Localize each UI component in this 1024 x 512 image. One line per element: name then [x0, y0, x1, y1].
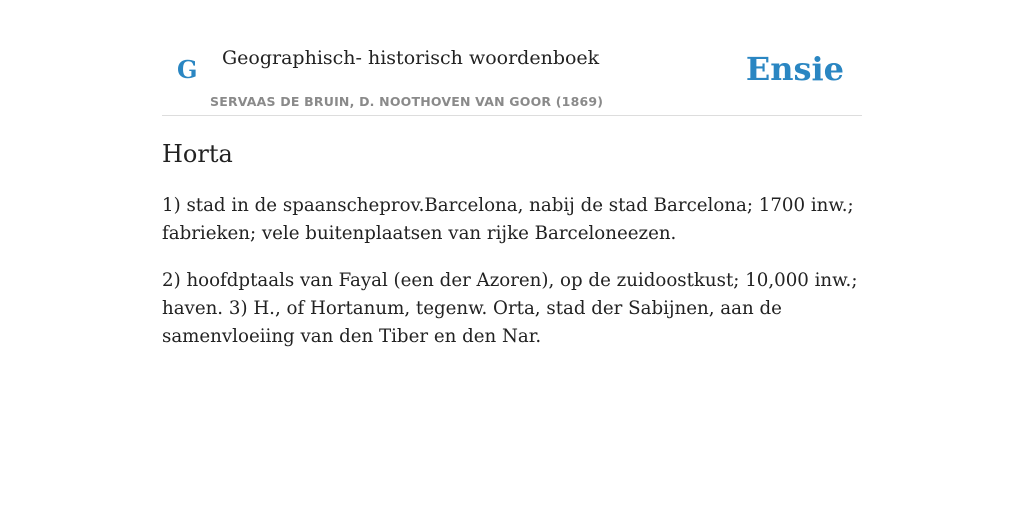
entry-paragraph: 1) stad in de spaanscheprov.Barcelona, nabij de stad Barcelona; 1700 inw.; fabrieken; vele buitenplaatsen van rijke Barceloneezen. [162, 195, 854, 244]
entry-title: Horta [162, 140, 233, 168]
entry-paragraph: 2) hoofdptaals van Fayal (een der Azoren), op de zuidoostkust; 10,000 inw.; haven. 3) H., of Hortanum, tegenw. Orta, stad der Sabijnen, aan de samenvloeiing van den Tiber en den Nar. [162, 270, 858, 347]
book-header [162, 40, 862, 116]
book-letter-icon[interactable]: G [177, 55, 198, 84]
book-author: SERVAAS DE BRUIN, D. NOOTHOVEN VAN GOOR (1869) [210, 94, 604, 109]
entry-body [162, 192, 867, 370]
book-title[interactable]: Geographisch- historisch woordenboek [222, 47, 600, 69]
ensie-logo[interactable]: Ensie [745, 50, 844, 88]
